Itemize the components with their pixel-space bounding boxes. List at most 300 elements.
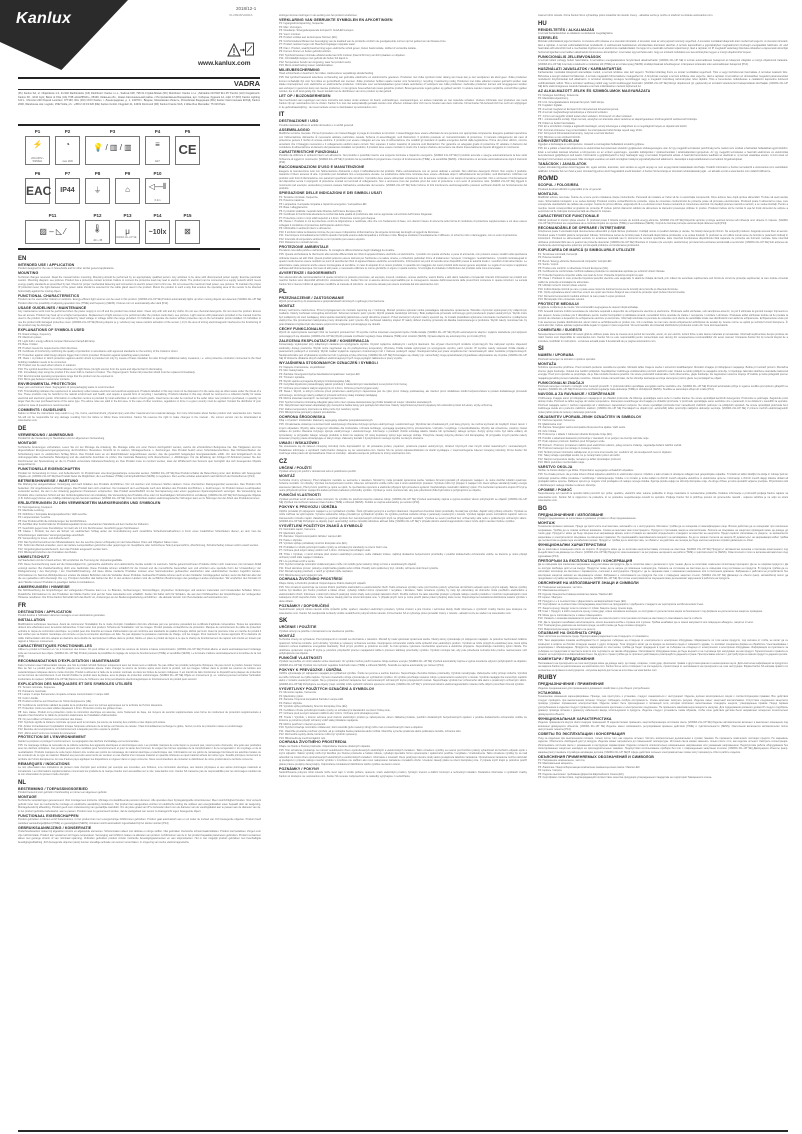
- paragraph: Ügyeljen a tisztaságra és a környezetre. Javasolt a csomagolási hulladékok szelektív gyűjtése.: [538, 143, 645, 147]
- symbol-explanation-item: P10: Il simbolo indica la distanza minima che può avere il dispositivo di illuminazione (la sorgente luminosa) dai luoghi ed oggetti da illuminare.: [279, 230, 440, 234]
- paragraph: Prendersi cura della pulizia e dell'ambiente. Si consiglia la differenziazione degli imballaggi da smaltire.: [279, 249, 395, 253]
- paragraph: Műszaki változtatások joga fenntartva. A szerelés előtt olvassa el a szerelési útmutatót. A szerelést csak az arra jogosult személy végezheti. A szerelési munkákat kikapcsolt áram mellett kell végezni. A szerelési útmutató: lásd a rajzokat. A termék védőcsatlakozóval rendelkezik. A védővezeték bekötésének elmulasztása áramütést okozhat. A termék kapcsolható a jogszabályban meghatározott minőségű energiaellátó hálózatra. Az első használat előtt ellenőrizni kell a mechanikai rögzítést és az elektromos csatlakoztatást. Ne lépje túl a maximális terhelési teljesítményt, lásd a rajzokat. Az IP megfelelő védettségi fokozata érdekében a tápvezeték átmérőjét hozzá kell igazítani a termékben alkalmazott tömszelence átmérőjéhez. A terméket úgy kell felszerelni, hogy az érzékelő működési tere keresztirányban legyen a mozgó objektumhoz képest.: [538, 40, 788, 54]
- symbol-label-p9: P9: [124, 171, 131, 176]
- symbol-explanation-item: P11: Ihned ukončete provoz, pokud je vnější baňka prasklá nebo rozbitá. Prasklý nebo poškozený kryt, stínidlo, ochranné sklo ihned vyměňte.: [279, 566, 439, 570]
- section-heading: SPIEGAZIONE DELLE INDICAZIONI E DEI SIMBOLI USATI: [279, 191, 383, 196]
- symbol-explanation-item: P11: Opriți exploatarea atunci când bec extern are spart sau fisurat. Abajurul sau ecranul de protecție spart trebuie înlocuit imediat.: [538, 291, 686, 295]
- section-heading: ПРЕПОРЪКИ ЗА ЕКСПЛОАТАЦИЯ / КОНСЕРВАЦИЯ: [538, 558, 633, 563]
- distributor-addresses: (PL) Kanlux SA, ul. Objazdowa 1-3, 41-902 Radzionków (CZ) Distributor: Kanlux s.r.o., Sadová 618, 738 01 Frýdek-Místek (SK) Distributor: Kanlux s.r.o., Zahradná 21/7618 911 05 Trenčín (HU) Forgalmazó: Kanlux Kft., 1044 Győr, Bécsi út 15/a (UA) ТОВ «КАНЛЮКС», 08130, Київська обл., Києво-Святошинський район, с.Петропавлівська Борщагівка, вул. Соборна, будинок 1А, офіс 17 (RO) Kanlux Lighting S.R.L. Chiminel 249 Popesti Leordeni, 077160, Ilfov (RU) ООО Kanlux, г. Ленинградская, д. 1, 142700 г. Видное, Московская область, Российская Федерация (BG) Кanlux Светотехника ЕООД, Kanlux 2000, Warehouse site: Logistic, 1592 Sofia, ph.: +359 2 40 19 620 (DE) Kanlux GmbH, Flugplatz 21, 44319 Dortmund (FR) Kanlux France SAS, 2 Allée Rue Mercadier, 75 016 Paris: [18, 92, 260, 106]
- language-heading: FR: [18, 602, 26, 609]
- section-heading: OCHRANA ŽIVOTNÉHO PROSTREDIA: [279, 740, 347, 745]
- symbol-caption: 0,2m: [154, 199, 161, 202]
- paragraph: Faire l'entretien avec l'alimentation coupée une fois le produit refroidi. Nettoyer uniquement avec les tissus secs et délicats. Ne pas utiliser les produits nettoyants chimiques. Ne pas couvrir le produit. Assurer l'accès libre de l'air. Le produit peut se chauffer jusqu'à une température élevée. Faire changer la source de lumière après avoir éteint le produit, voir les images. Utiliser dans le produit les sources de lumière aux caractéristiques indiquées dans le mode d'emploi. Produit à alimenter à l'aide de la tension nominale ou dans les limites de tension indiquées. Il est interdit de faire fonctionner le dispositif sans plaques de protection sur les bornes de raccordement. Il est interdit d'utiliser le produit sans la plaque, avec la plaque de protection endommagée. [VADRA 21L-UP SE] Objets en mouvement (p. ex. voitures) peuvent entraîner l'activation involontaire du capteur. [VADRA 21L-UP SE] Dans la zone de l'influence des forts perturbations électromagnétiques le fonctionnement du produit peut survenir.: [18, 663, 261, 681]
- symbol-explanation-item: P1: Tensione nominale, frequenza.: [279, 195, 319, 199]
- section-heading: MONTAŻ: [279, 304, 295, 309]
- symbol-caption: -30 ÷ 35: [92, 239, 103, 242]
- paragraph: Изделие применяется внутри и/или снаружи помещений. В изделии можно применять энергосберегающие источники света. [VADRA 21L-UP SE] Изделие автоматически включает и выключает освещение под влиянием движущихся объектов. [VADRA 21L-UP SE] Изделие имеет возможность регулирования времени действия (TIME) и чувствительности (SENS). Светильник включается автоматически после наступления темноты [P14].: [538, 721, 788, 732]
- paragraph: Niet trechouden aan regelingen van deze instructie kan leiden onder anderen tot brand, verbrandingen, overspanningen, en andere materiële en niet materiële schaden. Verdere informatie over producten van merk Kanlux zijn op: www.kanlux.com te vinden. Kanlux S.A. kan niet aansprakelijk gemaakt worden voor effecten ontstaan door zich niet te houden aan deze instructie. Firma Kanlux SA behoudt zich het recht om wijzigingen in de gebruiksaanwijzing - de meest actuele versie te downloaden op www.kanlux.com.: [279, 98, 527, 109]
- text-column-right: [538, 14, 788, 1126]
- paragraph: Proizvod namenjen za domačo in splošno uporabo.: [538, 357, 596, 361]
- symbol-label-p10: P10: [153, 171, 162, 176]
- symbol-label-p5: P5: [184, 129, 191, 134]
- symbol-explanation-item: P8: Classe I. Prodotto in cui la protezione contro la folgorazione è realizzata, oltre che con l'isolamento di base, con ulteriori misure di sicurezza sotto forma di conduttore di protezione supplementare a cui deve essere collegato il conduttore di protezione dell'impianto elettrico fisso.: [279, 220, 527, 227]
- language-heading: RU/BY: [538, 675, 557, 682]
- section-heading: COMMENTS / GUIDELINES: [18, 407, 67, 412]
- symbol-explanation-item: P1: Névleges feszültség, frekvencia.: [538, 93, 580, 97]
- symbol-explanation-item: P10: Symbole signifie la distance minimale qui peut avoir le luminaire (sa source de lumière) des endroits et des objets qu'il éclaire.: [18, 721, 166, 725]
- paragraph: Non attenendosi alle raccomandazioni di queste istruzioni si possono provocare, ad esempio, incendi, scottature, scosse elettriche, lesioni fisiche e altri danni materiali e immateriali. Ulteriori informazioni sui prodotti con marchio Kanlux sono disponibili all'indirizzo: www.kanlux.com. Kanlux SA non si assume alcuna responsabilità per le conseguenze causate dall'inosservanza delle prescrizioni contenute in queste istruzioni. La società Kanlux SA si riserva il diritto di apportare modifiche al manuale di istruzioni - la versione attuale può essere scaricata dal sito www.kanlux.com.: [279, 275, 527, 286]
- symbol-explanation-item: P11: Azonnal szüntesse meg a használatot, ha a lámpatestet külső búrája repedt vagy törött.: [538, 128, 643, 132]
- symbol-explanation-item: P13: Micro-gap between manometer contacts.: [18, 378, 71, 382]
- symbol-explanation-item: P2: Максимальная мощность.: [538, 762, 574, 766]
- symbol-explanation-item: P3: Light bulb / energy-efficient compact fluorescent lamp/LED lamp.: [18, 339, 96, 343]
- section-heading: AVVERTENZE / SUGGERIMENTI: [279, 271, 337, 276]
- symbol-explanation-item: P13: Microspațiu între contactele releului.: [538, 298, 585, 302]
- paragraph: Die Wartung bei ausgeschalteter Versorgung und nach Erkalten des Produkts durchführen. Nur mit weichen und trockenen Stoffen säubern. Keine chemischen Reinigungsmittel verwenden. Das Produkt nicht bedecken. Für ungehinderten Luftzutritt sorgen. Das Produkt kann sich erwärmen. Der Austausch der Leuchtquelle nach dem Erkalten des Produkts durchführen, s. Zeichnungen. Im Produkt müssen Leuchtquellen verwendet werden, die den in der Anleitung gegebenen Parametern entsprechen. Das Produkt ausschließlich mit der Nennspannung oder einem gegebenen Spannungsbereich versorgen. Die Verwendung des Produkts ohne montierten Schutz auf den Verbindungsklemmen ist unzulässig. Die Verwendung des Produkts ohne oder mit beschädigtem Schutzschild ist unzulässig. [VADRA 21L-UP SE] Sich bewegende Objekte (z.B. Fahrzeuge) können eine zufällige Aktivierung des Sensors auslösen. [VADRA 21L-UP SE] Unter dem Einfluss starker elektromagnetischer Störungen kann es zu Störungen bei der Arbeit des Produkts kommen.: [18, 483, 261, 501]
- symbol-p9: [115, 178, 140, 204]
- symbol-explanation-item: P7: 1,0mm-nél nagyobb szilárd testek elleni védelem. Fröccsenő víz elleni védelem.: [538, 114, 633, 118]
- symbol-explanation-item: P8: Třída I. Výrobek, v němž ochrana před úrazem elektrickým proudem, vedle základní izolace, zajišťují dodatečné bezpečnostní prostředky v podobě dodatečného ochranného vodiče, ke kterému je nutné připojit ochranný vodič stálé napájecí instalace.: [279, 552, 527, 560]
- symbol-explanation-item: P6: Conformiteitscertificaat met bevestiging van de kwaliteit van de productie conform de goedgekeurde normen op het gebied van de Douane-Unie.: [279, 39, 447, 43]
- symbol-explanation-item: P13: Mikrorés a relé érintkezői között.: [538, 135, 581, 139]
- paragraph: A termék háztartásokban és általános rendeltetésű megvilágításra.: [538, 31, 614, 35]
- paragraph: P15: Oznakowanie wskazuje na konieczność selektywnego zbierania zużytego sprzętu elektrycznego i elektronicznego. Wyrobów tak oznakowanych, pod karą grzywny, nie można wyrzucać do zwykłych śmieci razem z innymi odpadami. Wyroby takie mogą być szkodliwe dla środowiska i zdrowia ludzkiego, wymagają specjalnej formy przetwarzania / odzysku / recyklingu / unieszkodliwiania. Wyroby tak oznaczone, powinny zostać oddane do punktu zbierania zużytego sprzętu elektrycznego i elektronicznego. Informacje o punktach zbiórki udzielają władze lokalne lub sprzedawcy takiego sprzętu. Zużyty sprzęt może być także oddany do sprzedawcy, w przypadku zakupu nowego produktu w ilości nie większej niż nowy kupowany sprzęt tego samego rodzaju. Powyższe zasady dotyczą obszaru Unii Europejskiej. W przypadku innych państw należy stosować przepisy prawa obowiązujące w danym kraju. Zalecamy kontakt z dystrybutorem naszego wyrobu na danym obszarze.: [279, 423, 527, 440]
- symbol-explanation-item: P2: Moc maksymalna.: [279, 369, 305, 373]
- section-heading: SCOPUL / FOLOSIREA: [538, 183, 579, 188]
- section-heading: VERKLARING VAN GEBRUIKTE SYMBOLEN EN AFKORTINGEN: [279, 18, 393, 22]
- symbol-explanation-item: P5: A termék megfelel az Európai Unió irányelveinek követelményeinek.: [538, 107, 619, 111]
- symbol-p12: [85, 220, 110, 244]
- section-heading: PROTEZIONE AMBIENTALE: [279, 244, 329, 249]
- symbol-explanation-item: P9: Można stosować wewnątrz i na zewnątrz pomieszczeń.: [279, 397, 346, 401]
- symbol-explanation-item: P8: Klasse I. Produkt, bei dem als Schutz vor elektrischem Schlag außer der Grundisolierung auch zusätzliche Sicherheitsmaßnahmen in Form eines zusätzlichen Schutzleiters dienen, an dem man die Schutzleitungen stationärer Versorgungsanlage anschließt.: [18, 530, 261, 537]
- symbol-explanation-item: P1: Tensiunea nominală, frecvență.: [538, 252, 578, 256]
- section-heading: NAMEN / UPORABA: [538, 353, 574, 358]
- symbol-explanation-item: P3: Gloeilamp / Energiebesparende kompact fl. buis/LED Lampen.: [279, 29, 355, 33]
- symbol-explanation-item: P5: Product voldoet aan de Europese Normen (EU).: [279, 36, 338, 40]
- section-heading: OBJASNITEV UPORABLJENIH OZNAČITEV IN SIMBOLOV: [538, 414, 642, 419]
- symbol-explanation-item: P11: Immediately stop using the product if the outer bulb is cracked or broken. The chipped guard / broken lid protection shield must be replaced immediately.: [18, 371, 196, 375]
- paragraph: Nie stosowanie się do zaleceń niniejszej instrukcji może doprowadzić np. do powstania pożaru, poparzeń, porażenia prądem elektrycznym, obrażeń fizycznych oraz innych szkód materialnych i niematerialnych. Dodatkowe informacje o wyrobach marki Kanlux dostępne są na: www.kanlux.com. Kanlux SA nie ponosi odpowiedzialności za skutki wynikające z nieprzestrzegania zaleceń niniejszej instrukcji. Firma Kanlux SA zastrzega sobie prawo do wprowadzania zmian w instrukcji - aktualna wersja do pobrania ze strony www.kanlux.com.: [279, 445, 527, 456]
- section-heading: URČENIE / POUŽITIE: [279, 625, 317, 630]
- paragraph: Onderhoudswerken maken bij afgesloten stroom en afgekoelde elementen. Schoonmaken alleen met delicate en droge stoffen. Niet gebruiken chemische schoonmaakmiddelen. Product niet bedekken. Zorgen voor vrije luchtcirculatie. Product kan verwarmen tot hogere temperatuur. Vervanging van lichtbron maken na afkoelen van product. Lichtbronnen van de in het product bepaalde parameters gebruiken. Product verwarmen alleen met gerange stroom of van nominaal spanning. Verboden gebruiken product zonder montierde bevestigingselementen en aan stopcontacten. Het is niet mogelijk product gebruiken met beschadigde beveiligingsafdekking. Zich bewegende objecten (auto) kunnen toevallige activatie van sensor veroorzaken. In omgeving van sterke elektromagnetische: [18, 830, 261, 844]
- paragraph: Nedodržování pokynů tohoto návodu může způsobit požár, opaření, zasažení elektrickým proudem, fyzické zranění a jiné hmotné i nehmotné škody. Další informace o výrobcích značky Kanlux jsou dostupné na: www.kanlux.com. Kanlux SA neodpovídá za škody vzniklé nedodržením pokynů tohoto návodu. Firma Kanlux SA si vyhrazuje právo provádět změny v návodu - aktuální verze ke stažení na www.kanlux.com.: [279, 608, 527, 615]
- symbol-explanation-item: P11: Takoj nehajte uporabljati svetilo, ko je zunanji balon počen ali razbit.: [538, 454, 621, 458]
- section-heading: RECOMANDĂRILE DE OPERARE / ÎNTREȚINERE: [538, 226, 626, 231]
- symbol-explanation-item: P9: On peut utiliser à l'intérieur et à l'extérieur des locaux.: [18, 717, 83, 721]
- symbol-explanation-item: P6: Potrdilo o skladnosti kakovosti proizvodnje z standardi, ki so potrjeni na ozemlju carinske unije.: [538, 436, 650, 440]
- symbol-explanation-item: P3: Glühbirne / Kompakte Energiesparleuchte / LED-Leuchte.: [18, 512, 88, 516]
- symbol-explanation-item: P2: Max. Vermogen.: [279, 25, 303, 29]
- paragraph: Utilizați produsul în interior și/sau exterior. În produsul poate fi folosita sursele de lumină energy-eficiente. [VADRA 21L-UP SE] Dispozitiv aprinde și stinge automat lumina sub influența unor obiecte în mișcare. [VADRA 21L-UP SE] Produsul are capacitatea de a controla timpului de operare (TIME) și sensibilitatea (SENS). Corpul de iluminat pornește automat după căderea nopții [P14].: [538, 218, 788, 226]
- symbol-explanation-item: P12: Környezeti hőmérséklet-tartomány, melynek a termék kitehető.: [538, 132, 615, 136]
- symbol-explanation-item: P9: Možno používať v interiéri aj exteriéri.: [279, 722, 326, 726]
- symbol-explanation-item: P4: Culot / douille.: [18, 696, 39, 700]
- replace-glass-icon: ▨ – ◺ ⁄: [39, 227, 66, 236]
- symbol-explanation-item: P6: Сертификат соответствия, подтверждающий соответствие качества продукции утвержденным стандартам на территории Таможенного союза.: [538, 776, 712, 780]
- symbol-explanation-item: P3: Žárovka / Úsporná kompaktní zářivka / Lampa LED.: [279, 535, 342, 539]
- symbol-explanation-item: P11: Interrompere immediatamente l'utilizzo quando l'ampolla esterna della lampadina è incrinata o rotta. Bisogna sostituire immediatamente il diffusore, lo schermo rotto o danneggiato, con un vetro di protezione.: [279, 234, 518, 238]
- symbol-explanation-item: P12: Razpon temperature okolja, na katero je lahko izpostavljen proizvod.: [538, 457, 622, 461]
- paragraph: P15: Ce marquage indique la nécessité de la collecte sélective des appareils électriques et électroniques usés. Les produits marqués de cette façon ne peuvent pas, sous la peine d'amende, être jetés aux poubelles avec les déchets ordinaires. Ces produits peuvent être nuisibles pour l'environnement et pour la santé des hommes, ils exigent les formes spéciales de la transformation / de la récupération / du recyclage et de la neutralisation. Produits marqués de cette façon doivent être rendus aux points de ramassage du matériel électrique et électronique usé. Informations sur les points de ramassage fournissent les autorités locales ou les vendeurs de ce type de matériel. Matériel usé peut être aussi remis au vendeur en cas d'achat d'un nouveau matériel en quantité inférieure au quel matériel acheté du même type. Susdits principes concernent le territoire de l'Union Européenne. En cas d'autres pays appliquer les dispositions en vigueur dans un pays concerné. Nous recommandons de contacter le distributeur de notre produit dans le territoire concerné.: [18, 743, 261, 761]
- paragraph: Garder la propreté et protéger l'environnement. La ségrégation des déchets d'emballage est recommandée.: [18, 739, 140, 743]
- section-heading: URČENÍ / POUŽITÍ: [279, 465, 312, 470]
- symbols-divider: [18, 248, 260, 250]
- symbol-explanation-item: P5: Il prodotto soddisfa i requisiti delle Direttive dell'Unione Europea (UE).: [279, 209, 363, 213]
- section-heading: ERLÄUTERUNGEN ZU DEN VERWENDETEN MARKIERUNGEN UND SYMBOLEN: [18, 501, 161, 506]
- section-heading: VARSTVO OKOLJA: [538, 464, 573, 469]
- indoor-outdoor-icon: ⌂: [125, 185, 130, 194]
- language-heading: BG: [538, 505, 547, 512]
- section-heading: VYSVETLIVKY POUŽITÝCH OZNAČENÍ A SYMBOLOV: [279, 686, 375, 691]
- protective-earth-icon: ⏚: [93, 186, 102, 195]
- section-heading: ФУНКЦИОНАЛНИ ХАРАКТЕРИСТИКИ: [538, 543, 607, 548]
- section-heading: INTENDED USE / APPLICATION: [18, 263, 75, 267]
- symbol-explanation-item: P6: Certifikát o zhode potvrdzujúci kvalitu výroby so schválenými štandardmi na území Colnej únie.: [279, 708, 391, 712]
- temperature-icon: 🌡: [92, 224, 103, 233]
- language-heading: DE: [18, 425, 27, 432]
- section-heading: MONTAJUL: [538, 191, 559, 196]
- symbol-explanation-item: P10: Symbol označuje minimální vzdálenost jakou může mít svítidlo (jeho světelný zdroj) od míst a osvětlovaných objektů.: [279, 563, 417, 567]
- paragraph: P15: Toto označení upozorňuje na nutnost třídění použitého elektrického a elektronického zboží. Takto označené výrobky nelze pod hrozbou pokuty vyhazovat do běžného odpadu spolu s jinými odpady. Takové výrobky mohou být škodlivé pro životní prostředí a lidské zdraví, vyžadují zvláštní formu zpracování / recyklace / likvidace. Takto označené výrobky by měly být odevzdány do sběrného místa použitého elektrického a elektronického zboží. Informace o sběrných místech poskytují místní úřady nebo prodejci takového zboží. Použité zařízení lze také odevzdat prodejci v případě nákupu nového produktu v množství nepřesahujícím nově zakoupené zboží stejného druhu. Výše uvedené zásady platí na území Evropské unie. V případě jiných zemí je nutné použít platné právní předpisy dané země. Doporučujeme kontaktovat distributora našeho výrobku v dané oblasti.: [279, 585, 527, 603]
- section-heading: MONTAGE: [18, 441, 37, 446]
- symbol-p6: [25, 178, 50, 204]
- symbol-explanation-item: P1: Nennspannung, Frequenz.: [18, 505, 53, 509]
- paragraph: Eseguire la manutenzione solo con l'alimentazione disinserita e dopo il raffreddamento del prodotto. Pulire esclusivamente con un panno delicato e asciutto. Non utilizzare detergenti chimici. Non coprire il prodotto. Garantire il libero accesso di aria. Il prodotto può riscaldarsi fino a temperature elevate. La sostituzione della fonte luminosa deve essere effettuata dopo il raffreddamento del prodotto, vedi illustrazioni. Utilizzare nel prodotto solo fonti di illuminazione con parametri specificati nelle istruzioni. Il prodotto deve essere alimentato unicamente con la tensione nominale o nel campo di tensione prescritto. Non è ammesso il funzionamento del dispositivo senza il coprigiunti di protezione montati sui terminali di collegamento. Non è ammesso l'uso del prodotto privo del vetro di protezione o con vetro di protezione rotto. [VADRA 21L-UP SE] Oggetti in movimento (ad esempio, autovetture) possono causare l'attivazione accidentale del sensore. [VADRA 21L-UP SE] Sotto l'azione di forti interferenze elettromagnetiche possono verificarsi disturbi nel funzionamento del prodotto.: [279, 169, 527, 191]
- section-heading: CARACTERISTICE FUNCȚIONALE: [538, 214, 600, 219]
- section-heading: POKYNY K PROVOZU / ÚDRŽBA: [279, 505, 338, 510]
- symbol-explanation-item: P7: Product resistent tegen std. Beschermingslagen opspatte water.: [279, 43, 356, 47]
- paragraph: Failure to follow the instructions may result in e.g. fire, burns, electrical shock, physical injury and other material and non-material damage. For more information about Kanlux product visit: www.kanlux.com. Kanlux SA will not be responsible for any damage resulting from the failure to follow these instructions. Kanlux SA reserves the right to make changes in the manual - the current version can be downloaded at www.kanlux.com.: [18, 412, 261, 423]
- language-heading: PL: [279, 289, 287, 296]
- distributor-divider: [18, 124, 260, 126]
- symbol-explanation-item: P2: Maximális teljesítmény.: [538, 97, 569, 101]
- ce-mark-icon: CE: [178, 142, 197, 157]
- symbol-explanation-item: P12: Rozsah teploty prostředí, v němž je výrobek může nacházet.: [279, 570, 354, 574]
- symbol-explanation-item: P5: Výrobek splňuje požadavky směrnic Evropské unie (EU).: [279, 542, 348, 546]
- paragraph: Technické změny vyhrazeny. Před zahájením montáže se seznamte s návodem. Montáž by měla provádět oprávněná osoba. Veškeré činnosti provádět při odpojeném napájení. Je nutné dodržet zvláštní opatrnost. Schéma montáže: viz obrázky. Výrobek má bezpečnostní svorku. Absence ochranného vodiče může vést k úrazu elektrickým proudem. Výrobek může být připojen k napájecí síti, která splňuje standardy kvality energie stanovené zákonem. Před prvním použitím je nutné se ujistit, že mechanické upevnění a elektrické připojení bylo provedeno správně. Nepřekračujte maximální zátěžový výkon. Pro zachování správného stupně IP krytí je nutné přizpůsobit průměr napájecího kabelu průměru kabelové průchodky výrobku. Výrobek je nutné montovat tak, aby pole působnosti čidla bylo kolmé k pohybujícímu se objektu.: [279, 478, 527, 493]
- symbol-caption: max 11W: [62, 160, 73, 163]
- text-column-left: [18, 253, 261, 1126]
- paragraph: Houd schoonheid en bescherm het milieu. Aanbevolene verpakkings afvalscheiding.: [279, 72, 374, 76]
- language-heading: CZ: [279, 458, 287, 465]
- paragraph: Dbajte na čistotu a životné prostredie. Odporúčame triedenie obalových odpadov.: [279, 744, 371, 748]
- section-heading: MONTAŽA: [538, 361, 557, 366]
- paragraph: Skrbite za čistoto okolja in ga ščitite. Priporočamo segregacijo embalažnih odpadkov.: [538, 469, 634, 473]
- section-heading: KÖRNYEZETVÉDELEM: [538, 139, 580, 144]
- symbol-explanation-item: P13: Micro-onderbreking tussen relaiskontakten.: [279, 64, 334, 68]
- section-heading: SZERELÉS: [538, 35, 558, 40]
- light-source-icon: 💡 / ▥ / ▥: [93, 143, 132, 152]
- symbol-p2: [55, 136, 80, 165]
- section-heading: OCHRANA ŽIVOTNÍHO PROSTŘEDÍ: [279, 577, 343, 582]
- symbol-explanation-item: P2: Puterea maximă.: [538, 256, 562, 260]
- paragraph: Produsul destinat utilizării în gospodării și de uz general.: [538, 187, 602, 191]
- symbol-explanation-item: P5: Wyrób spełnia wymagania Dyrektyw Unii Europejskiej (UE).: [279, 379, 351, 383]
- symbol-explanation-item: P13: Mikroprzerwa pomiędzy stykami przekaźnika.: [279, 411, 337, 415]
- symbol-explanation-item: P4: Цоколь / патрон.: [538, 769, 563, 773]
- symbol-explanation-item: P4: Trzonek / oprawka.: [279, 376, 306, 380]
- document-date: 2018/12-1: [236, 6, 257, 11]
- symbol-explanation-item: P4: Voet / montuur.: [279, 32, 301, 36]
- section-heading: PRZEZNACZENIE / ZASTOSOWANIE: [279, 296, 345, 301]
- symbol-p7: [55, 178, 80, 204]
- symbol-explanation-item: P10: Symbool bereken minimale afstand welke kan licht montuur (haar licht bron) van licht plaatsen en objekten.: [279, 53, 406, 57]
- section-heading: VERWENDUNG / ANWENDUNG: [18, 432, 74, 437]
- paragraph: Пази чистотата на околната среда. Препоръчваме разделянето на отпадъците от опаковките.: [538, 635, 650, 639]
- symbol-explanation-item: P5: Produit conforme aux Directives de l'Union Européenne (UE).: [18, 700, 92, 704]
- section-heading: PROTECTION DE L'ENVIRONNEMENT: [18, 735, 87, 740]
- paragraph: Уход за изделием при выключенном питании, только после того, как изделие остынет. Чистить исключительно деликатными и сухими тканями. Не применять химических чистящих средств. Не закрывать изделие. Обеспечить свободный доступ воздуха. Изделие может нагреваться до повышенной температуры. Источник света можно заменять только после того, как изделие остынет. Смотреть иллюстрации. Использовать источник света с указанными в инструкции параметрами. Изделие питается исключительно номинальным напряжением или указанным напряжением. Недопустима работа оборудования без смонтированных защитных накладок на присоединительных зажимах. Недопустимо использование прибора без или с поврежденным защитным стеклом. [VADRA 21L-UP SE] Движущиеся объекты (напр. машины) могут вызвать случайную активацию датчика. [VADRA 21L-UP SE] В сфере действия сильных электромагнитных помех могут возникнуть сбои в работе изделия.: [538, 736, 788, 754]
- section-heading: ФУНКЦИОНАЛЬНАЯ ХАРАКТЕРИСТИКА: [538, 716, 612, 721]
- max-power-icon: ◔: [65, 140, 70, 149]
- section-heading: POKYNY K PREVÁDZKE / ÚDRŽBA: [279, 667, 342, 672]
- section-heading: RENDELTETÉS / ALKALMAZÁS: [538, 27, 595, 32]
- paragraph: Neupoštevanje teh navodil za uporabo lahko povzroči npr. požar, opekline, električni udar, telesne poškodbe in druge materialne in nematerialne poškodbe. Dodatne informacije o proizvodih podjetja Kanlux najdete na www.kanlux.com. Kanlux SA ni odgovoren za posledice, ki so posledica neupoštevanja navodil za uporabo. Podjetje Kanlux SA si pridržuje pravico do spremembe navodil - veljavna različica je na voljo na strani www.kanlux.com.: [538, 492, 788, 503]
- symbol-explanation-item: P11: Arrêter immédiatement l'exploitation lorsque l'ampoule extérieure de la lampe est fissurée ou cassée. Il faut immédiatement échanger le globe, l'écran, la vitre de protection cassé ou endommagé.: [18, 724, 244, 728]
- eac-mark-icon: EAC: [26, 184, 52, 198]
- symbol-explanation-item: P4: Base / holder.: [18, 343, 39, 347]
- symbol-explanation-item: P4: Base / alloggiamento.: [279, 206, 309, 210]
- section-heading: ОБЪЯСНЕНИЯ ПРИМЕНЯЕМЫХ ОБОЗНАЧЕНИЙ И СИМВОЛОВ: [538, 754, 654, 759]
- section-heading: EXPLANATIONS OF SYMBOLS USED: [18, 328, 85, 333]
- symbol-caption: E27: [155, 160, 160, 163]
- symbol-explanation-item: P6: Сертификат за съответствие потвърждаващ качеството на продукцията с одобрените стандарти на територията на Митническия Съюз.: [538, 603, 704, 607]
- symbol-label-p14: P14: [153, 213, 162, 218]
- paragraph: Údržbu provádět při odpojeném napájení a po vychladnutí výrobku. Čistit výhradně jemnými a suchými tkaninami. Nepoužívat chemické čisticí prostředky. Nezakrývat výrobek. Zajistit volný přístup vzduchu. Výrobek se může zahřívat na vyšší teplotu. Výměnu světelného zdroje provádět po vychladnutí výrobku. Ve výrobku používat světelné zdroje s parametry uvedenými v návodu. Výrobek napájet pouze nominálním napětím nebo ze stanoveného rozsahu napětí. Zakázáno je používat výrobek bez namontovaných ochranných krytů na připojovacích svorkách. Výrobek se nesmí používat bez ochranného skla nebo s poškozeným ochranným sklem. [VADRA 21L-UP SE] Pohybující se objekty (např. automobily) mohou způsobit náhodnou aktivaci čidla. [VADRA 21L-UP SE] V případě silného elektromagnetického rušení může dojít k narušení funkce výrobku.: [279, 509, 527, 524]
- section-heading: FUNKTIONELLE EIGENSCHAFTEN: [18, 467, 81, 472]
- paragraph: Karbantartási munkákat kikapcsolt áramellátás mellett, a termék lehűlése után kell végezni. Tisztítás kizárólag finom és száraz textíliákkal végezhető. Tilos a vegyi tisztítószerek használata. A terméket letakarni tilos. Biztosítsa a levegő szabad hozzáférését. A termék magasabb hőmérsékletre melegedhet fel. A fényforrás cseréjét a termék lehűlése után végezze, lásd a rajzokat. A termékben az útmutatóban megadott paraméterekkel rendelkező fényforrásokat kell alkalmazni. A terméket kizárólag névleges feszültséggel vagy a megadott feszültség tartományban lehet táplálni. Tilos a berendezés működtetése a csatlakozó kapcsokra felszerelt védőburkolatok nélkül. Tilos a terméket védőüveg nélkül vagy sérült védőüveggel használni. [VADRA 21L-UP SE] Mozgó objektumok (pl. gépkocsik) az érzékelő véletlenszerű bekapcsolását okozhatják. [VADRA 21L-UP SE] Erős elektromágneses zavarok hatására a termék működésében zavarok léphetnek fel.: [538, 71, 788, 89]
- symbol-explanation-item: P7: Ochrana pred pevnými telesami väčšími ako 1,0mm. Ochrana proti striekajúcej vode.: [279, 712, 380, 716]
- section-heading: FUNKČNÉ VLASTNOSTI: [279, 656, 323, 661]
- symbol-explanation-item: P5: Продуктът е в съответствие с Директивите на Европейския Съюз (ЕС).: [538, 599, 627, 603]
- symbol-explanation-item: P11: Onmiddellijk stoppen met gebruik als buiten bol kapot is.: [279, 57, 349, 61]
- language-heading: NL: [18, 779, 26, 786]
- paragraph: Nedodržiavanie pokynov tohto návodu môže viesť napr. k vzniku požiaru, opareniu, úrazu elektrickým prúdom, fyzickým úrazom a ďalším hmotným a nehmotným škodám. Dodatočné informácie o výrobkoch značky Kanlux sú dostupné na: www.kanlux.com. Kanlux SA nenesie zodpovednosť za následky vyplývajúce z nedodržania: [279, 771, 527, 778]
- paragraph: Технические изменения зарезервированы. Прежде, чем приступить к установке, следует ознакомиться с инструкцией. Изделие должно монтироваться лицом с соответствующими правами. Все действия следует проводить при выключенном питании. Следует соблюдать особую осторожность. Схема монтажа: смотреть рисунки. Изделие имеет защитный контакт/зажим. Отсутствие соединения защитного провода угрожает поражением электричеством. Изделие может быть присоединено к питающей сети, которая исполняет качественные стандарты энергии, утвержденные правом. Перед первым употреблением в изделии следует проверить механическое крепление и электрическое соединение. Не превышать максимальную мощность нагрузки. Для поддержания должного уровня IP следует подобрать диаметр провода питания к диаметру кабельного ввода, используемого в продукте. Изделие следует установить таким образом, чтобы поле действия датчика было направлено поперечно относительно движущегося объекта.: [538, 695, 788, 716]
- paragraph: Technické zmeny sú vyhradené. Pred pristúpením k montáži sa oboznámte s návodom. Montáž by mala vykonávať oprávnená osoba. Všetky úkony vykonávajte pri odpojenom napájaní. Je potrebné zachovávať zvláštnu opatrnosť. Schéma montáže: pozri obrázky. Výrobok je vybavený ochrannou svorkou. Nepripojenie ochranného vodiča môže spôsobiť úraz elektrickým prúdom. Výrobok sa môže pripojiť do elektrickej siete, ktorá spĺňa zákonom určené kvalitatívne energetické štandardy. Pred prvým použitím je potrebné sa uistiť, že bolo správne vykonané mechanické upevnenie a elektrické pripojenie. Neprekračujte maximálny výkon záťaže. Pre dodržanie správneho stupňa IP krytia je potrebné prispôsobiť priemer napájacieho kábla k priemeru káblovej priechodky výrobku. Výrobok montujte tak, aby pole pôsobenia snímača bolo priečne nasmerované voči pohybujúcemu sa objektu.: [279, 638, 527, 656]
- section-heading: RACCOMANDAZIONI D'USO E MANUTENZIONE: [279, 165, 365, 170]
- symbol-explanation-item: P3: Lampe / Lampe fluorescente compacte à basse consommation / Lampe LED.: [18, 693, 110, 697]
- socket-icon: ≡: [155, 140, 160, 149]
- symbol-explanation-item: P10: Indică distanța minimă pe care o poate avea corpul de iluminat (sursa sa de lumină) de la locurile și obiectele iluminate.: [538, 287, 679, 291]
- symbol-explanation-item: P9: Може да се използва вътре и извън помещенията.: [538, 613, 603, 617]
- symbol-explanation-item: P9: Lze používat uvnitř a venku.: [279, 559, 316, 563]
- symbol-explanation-item: P12: Umgebungstemperaturbereich, dem das Produkt ausgesetzt werden kann.: [18, 547, 109, 551]
- website-link[interactable]: www.kanlux.com: [198, 60, 251, 67]
- symbol-explanation-item: P12: Environmental operating temperature range that the product can be exposed to.: [18, 374, 114, 378]
- section-heading: MOUNTING: [18, 271, 39, 276]
- symbol-explanation-item: P9: Kültéri és beltéri használatra.: [538, 121, 576, 125]
- symbol-explanation-item: P4: Foglalat / foglalat.: [538, 104, 563, 108]
- symbol-explanation-item: P3: Крушка / Енергоспестяваща компактна лампа / Лампа LED.: [538, 592, 614, 596]
- section-heading: INSTALLATION: [18, 618, 46, 623]
- symbol-explanation-item: P6: Certificate of Conformity confirming the quality of production in accordance with approved standards on the territory of the Customs Union.: [18, 350, 179, 354]
- paragraph: Product designed for the use in households and for other similar general applications.: [18, 267, 115, 271]
- section-heading: FUNCTIONAL CHARACTERISTICS: [18, 293, 80, 298]
- symbol-explanation-item: P11: Natychmiast zaprzestać eksploatacji gdy zewnętrzna bańka lampy jest pęknięta lub stłuczona. Należy natychmiast wymienić popękany lub uszkodzony klosz lub ekran, szybę ochronną.: [279, 404, 493, 408]
- symbol-p3: [85, 136, 140, 165]
- paragraph: Produit destiné à l'utilisation dans les ménages et aux destinations générales.: [18, 614, 106, 618]
- symbol-explanation-item: P5: Product meets the requirements of EU directives.: [18, 346, 79, 350]
- symbol-explanation-item: P6: Certyfikat Zgodności potwierdzający jakość produkcji z zatwierdzonymi standardami na terytorium Unii Celnej.: [279, 383, 408, 387]
- paragraph: Technical changes reserved. Read the manual before mounting. Mounting should be performed by an appropriately qualified person. Any activities to be done with disconnected power supply. Exercise particular caution. Mounting diagram: see pictures. Product has a protective contact terminal. Failure to connect the protective lead may lead to electric shock. The product can be connected to a supply network which meets energy quality standards as prescribed by law. Check for proper mechanical fastening and connection to electric power prior to first use. Do not exceed the maximum load power, see pictures. To maintain the proper IP protection level, the right diameter of the power cable should be selected for the cable gland used in the product. Mount the product in such a way that ensures the operating area of the sensor to be directed horizontally against the moving object.: [18, 275, 261, 293]
- section-heading: ОПАЗВАНЕ НА ОКОЛНАТА СРЕДА: [538, 631, 602, 636]
- symbol-explanation-item: P7: Ochrona przed ciałami stałymi większymi niż 1,0mm. Ochrona przed bryzgami wody.: [279, 386, 379, 390]
- section-heading: CARACTÉRISTIQUES FONCTIONNELLES: [18, 644, 92, 648]
- symbol-explanation-item: P13: Mikromedzera medzi kontaktmi relé.: [279, 736, 326, 740]
- paragraph: Proizvod namenjen montaži v notranjih in/ali zunanjih prostorih. V proizvodu lahko uporabljate energijsko varčne svetlobne vire. [VADRA 21L-UP SE] Proizvod avtomatsko prižge in ugasne svetilko pod vplivom gibajočih se objektov. [VADRA 21L-UP SE] Proizvod ima možnost regulacije časa delovanja (TIME) in občutljivosti (SENS). Svetilka se samodejno vklopi ob mraku [P14].: [538, 384, 788, 392]
- paragraph: Неспазването на препоръките на тази инструкция може да доведе напр. до пожар, изгаряне, токов удар, физически травми и други материални и нематериални щети. Допълнителна информация за продуктите на марката Kanlux на разположение на www.kanlux.com. Kanlux SA не носи отговорност за последиците, произтичащи от неспазването на препоръките на тази инструкция. Фирма Kanlux SA запазва правото си за внасяне на промени в инструкцията - актуална версия достъпна за изтегляне на www.kanlux.com.: [538, 661, 788, 672]
- paragraph: Întreținerea poate fi efectuată după deconectarea alimentării și după răcirea produsului. Curățați numai cu țesături delicate și uscate. Nu folosiți detergenți chimici. Nu acoperiți produsul. Asigurați accesul liber al aerului. Produsul poate fi încălzit până la temperaturi ridicate. Schimbarea sursei de lumină poate fi efectuată după răcirea produsului, a se vedea ilustrații. În produsul se vor utiliza numai surse de lumină cu parametrii indicați în instrucțiuni. Produsul se alimentează exclusiv cu tensiunea nominală sau în domeniul de tensiuni specificate. Este interzisă funcționarea dispozitivului fără capacele de protecție ale bornelor montate. Este interzisă utilizarea produsului fără sau cu geamul de protecție deteriorat. [VADRA 21L-UP SE] Obiectele în mișcare (de exemplu, autoturisme) pot determina activarea accidentală a senzorului. [VADRA 21L-UP SE] Sub acțiunea de interferențe electromagnetice puternice pot să apară probleme cu funcționarea produsului.: [538, 230, 788, 248]
- symbol-explanation-item: P7: Protecția împotriva corpurilor solide mai mari de 1mm. Protecția împotriva stropirii cu apă.: [538, 273, 644, 277]
- paragraph: Auf Sauberkeit und die Umwelt achten. Wir empfehlen die Trennung der Verpackungsabfälle.: [18, 559, 123, 563]
- paragraph: Keep your environment clean. Segregation of post-packaging waste is recommended.: [18, 385, 115, 389]
- symbol-explanation-item: P4: Цокъл / Фасунга.: [538, 596, 563, 600]
- symbol-explanation-item: P2: Maximale Leistung.: [18, 509, 45, 513]
- section-heading: EXPLICAREA DE MARCĂ ȘI SIMBOLURILE UTILIZATE: [538, 248, 636, 253]
- symbol-explanation-item: P2: Potenza massima.: [279, 199, 305, 203]
- section-heading: MONTÁŽ: [279, 474, 295, 479]
- ip44-icon: IP44: [60, 187, 75, 194]
- symbol-explanation-item: P2: Максимална мощност.: [538, 589, 570, 593]
- symbol-explanation-item: P3: Žiarovka / Úsporná kompaktná žiarivka / Lampa LED.: [279, 698, 344, 702]
- paragraph: Wyrób przeznaczony do stosowania w gospodarstwach domowych i ogólnego przeznaczenia.: [279, 300, 385, 304]
- section-heading: LET OP / BIJZONDERHEDEN: [279, 94, 331, 99]
- paragraph: Modifications techniques réservées. Avant de commencer l'installation lire le mode d'emploi. Installation doit être effectuée par une personne possédant les certificats d'aptitude convenables. Toutes les opérations doivent être effectuées avec la tension débranchée. Il faut rester très prudent. Schéma de l'installation: voir les images. Produit possède contact/borne de protection. Manque de raccordement du câble de protection entraîne le risque de commotion électrique. Le produit peut être branché au réseau d'alimentation qui est conforme aux standards de qualité d'énergie définis par la loi. Avant la première mise en marche du produit il faut vérifier que sa fixation mécanique est correcte et que la connexion électrique est faite. Ne pas dépasser la puissance maximale de charge, voir les images. Pour maintenir le niveau approprié IP, le diamètre du câble d'alimentation doit être adapté au diamètre de la douille de raccordement utilisée dans le produit. Mettre en place le produit de façon à ce que le champ de fonctionnement du capteur soit orienté en travers par rapport à l'objet en mouvement.: [18, 622, 261, 643]
- symbol-explanation-item: P2: Maximum power.: [18, 336, 42, 340]
- paragraph: P15: Тази маркировка показва необходимостта от разделно събиране на отпадъци от електрическо и електронно оборудване. Маркираните по този начин продукти, под заплаха от глоба, не могат да се изхвърлят в кофите за битови отпадъци заедно с други отпадъци. Тези продукти могат да са вредни за околната среда и човешкото здраве, те изискват специална форма на обработка / възстановяване / рециклиране / обезвреждане. Продуктите, маркирани по този начин, трябва да бъдат предадени в пункт за събиране на отпадъци от електрическо и електронно оборудване. Информация за пунктовете за събиране се предоставя от местните власти или търговците на такова оборудване. Използваното оборудване може да бъде върнато и на търговеца при закупуване на нов продукт. Горепосочените правила се отнасят за територията на Европейския Съюз. За другите страни трябва да се прилагат действащите разпоредби в дадената страна. Препоръчваме контакт с дистрибутора на нашия продукт в дадения регион.: [538, 639, 788, 657]
- symbol-explanation-item: P12: Intervallo di temperature ambiente a cui il prodotto può essere esposto.: [279, 237, 366, 241]
- language-heading: RO/MD: [538, 176, 558, 183]
- paragraph: storingen kunnen storingen in de werking van het product voorkomen.: [279, 14, 358, 17]
- section-heading: AZ ALKALMAZOTT JELEK ÉS SZIMBÓLUMOK MAGYARÁZATA: [538, 89, 651, 94]
- symbol-explanation-item: P1: Номинално напрежение, честота.: [538, 585, 583, 589]
- symbol-explanation-item: P1: Напряжение номинальное, частота.: [538, 758, 586, 762]
- paragraph: Изделие предназначено для применения в домашних хозяйствах и для общего употребления.: [538, 686, 651, 690]
- symbol-explanation-item: P3: Becul / Energy-eficiente fluorescentă compactă / Lampă LED.: [538, 259, 613, 263]
- paragraph: Prodotto da utilizzare in ambienti interni e/o all'esterno. Nel prodotto è possibile inserire una sorgente luminosa a risparmio energetico. [VADRA 21L-UP SE] Il prodotto accende e spegne automaticamente la luce sotto l'influenza di oggetti in movimento. [VADRA 21L-UP SE] Il prodotto ha la possibilità di programmare il tempo di funzionamento (TIME) e la sensibilità (SENS). L'illuminazione si accende automaticamente dopo il tramonto [P14].: [279, 154, 527, 165]
- symbol-explanation-item: P12: Zakres temperatury otoczenia na którą może być narażony wyrób.: [279, 407, 360, 411]
- symbol-explanation-item: P6: A termék megfelelőségi tanúsítványa a Vámunió területén.: [538, 111, 609, 115]
- paragraph: P15: Ez a jelölés a használt elektromos és elektronikai berendezések szelektív gyűjtésének szükségességére utal. Az így megjelölt termékeket pénzbírság terhe mellett nem szabad a háztartási hulladékkal együtt kidobni. Ezek a termékek károsak lehetnek a környezetre és az emberi egészségre, speciális feldolgozást / újrahasznosítást / ártalmatlanítást igényelnek. Az így megjelölt termékeket a használt elektromos és elektronikai berendezések gyűjtőhelyén kell leadni. Információt a gyűjtőhelyekről a helyi hatóságok vagy a termékek forgalmazói adnak. A használt berendezés leadható az eladónál is, új termék vásárlása esetén. A fenti elvek az Európai Unió területén érvényesek. Más országok esetében az adott országban hatályos jogszabályokat kell alkalmazni. Javasoljuk a kapcsolatfelvételt a termékünk forgalmazójával.: [538, 147, 788, 161]
- symbol-explanation-item: P13: „Micro-écart" entre les contacts du connecteur.: [18, 731, 77, 735]
- symbol-explanation-item: P12: Temperatuur bereik van omgeving, waar het product werkt.: [279, 60, 352, 64]
- symbol-label-p11: P11: [48, 213, 57, 218]
- symbol-explanation-item: P9: Verwendung im Innen- und Außenbereich.: [18, 537, 71, 541]
- section-heading: RECOMMANDATIONS D'EXPLOITATION / MAINTENANCE: [18, 659, 120, 664]
- paragraph: Technische veranderingen gereserveerd. Voor montage lees instructie. Montage zou kwalificeerde persoon uitvoeren. Alle operaties doen bij losgekoppelde stroomtoevoer. Meer voorzichtigheid houden. Voor verwerk gebruik moet men de mechanische montage en elektrische aansluiting controleren. Het product kan aangesloten worden tot elektrische leiding die voldoen aan energiekwaliteit eisen bepaald door de wetgeving. Montagebereik bij afbeelding. Product geeft voor ondersteuning van gevaarlijke wartdraht. Om de juiste graad van IP te behouden dient men de diameter van de voedingskabel aan te passen aan de diameter van de, in het product gebruikte kabelwartel, aan te passen. Product moet zo gemonteerd worden, dat de werkgebied van sensor is dwarsgericht tegen bewegende object.: [18, 799, 261, 813]
- symbol-explanation-item: P11: Okamžite prestaňte používať výrobok, ak je vonkajšia banka prasknutá alebo rozbitá. Okamžite vymeňte prasknuté alebo poškodené tienidlo, ochranné sklo.: [279, 729, 462, 733]
- section-heading: GEBRUIKSAANWIJZING / KONSERVATIE: [18, 825, 92, 830]
- symbol-explanation-item: P5: Das Produkt erfüllt die Anforderungen der EU-Richtlinien.: [18, 519, 87, 523]
- section-heading: FUNKCIONALNI ZNAČAJI: [538, 380, 584, 385]
- symbol-explanation-item: P10: Ez a szimbólum mutatja a legkisebb távolságot, amely lehetséges a világítótest és a megvilágított helyek és objektumok között.: [538, 125, 688, 129]
- paragraph: Modifiche tecniche riservate. Prima di procedere con l'assemblaggio si prega di consultare le istruzioni. L'assemblaggio deve essere effettuato da una persona con appropriata competenza. Eseguire qualsiasi operazione con l'alimentazione disinserita. È necessario adottare particolare cautela. Schema di assemblaggio: vedi illustrazioni. Il prodotto possiede un morsetto/contatto di protezione. Il mancato collegamento del cavo di protezione genera il rischio di scossa elettrica. Il prodotto può essere collegato ad una rete di alimentazione che soddisfi gli standard di qualità energetica definiti dalla legislazione. Prima del primo utilizzo, occorre accertarsi che il fissaggio meccanico e il collegamento elettrico siano corretti. Non superare il carico massimo di potenza vedi illustrazioni. Per garantire un adeguato grado di protezione IP, adattare il diametro del conduttore di alimentazione al diametro del passacavo installato nel prodotto. Il prodotto deve essere montato in modo che il campo d'azione del sensore sia diretto trasversalmente rispetto all'oggetto in movimento.: [279, 132, 527, 150]
- symbol-label-p7: P7: [64, 171, 71, 176]
- footer-divider: [18, 1130, 788, 1132]
- paragraph: La non observation des indications du présent code d'emploi peut entraîner par exemple aux incendies, aux brûlures, à la commotion électrique, aux lésions physiques et aux autres dommages matériels et immatériels. Les informations supplémentaires concernant les produits de la marque Kanlux sont accessibles sur le site: www.kanlux.com. Kanlux SA n'assume pas de responsabilité pour les dommages résultant de la non observation du présent mode d'emploi.: [18, 766, 261, 777]
- symbol-explanation-item: P4: Patice / objímka.: [279, 538, 303, 542]
- paragraph: Да се използва в помещения и/или на открито. В продукта може да се използва енергоспестяващ източник на светлина. [VADRA 21L-UP SE] Продуктът автоматично включва и изключва осветлението под въздействието на движещи се обекти. [VADRA 21L-UP SE] Продуктът има възможност за регулиране на времето на работа (TIME) и чувствителността (SENS). Осветителното тяло се включва автоматично след здрачаване [P14].: [538, 547, 788, 558]
- section-heading: CECHY FUNKCJONALNE: [279, 326, 325, 331]
- symbol-label-p8: P8: [94, 171, 101, 176]
- symbol-explanation-item: P5: Výrobok spĺňa požiadavky Smerníc Európskej Únie (EÚ).: [279, 705, 348, 709]
- paragraph: Vzdrževanje izvajajte samo pri izklopljenem napajanju in po ohladitvi proizvoda. Za čiščenje uporabljajte samo suhe in mehke tkanine. Ne smete uporabljati kemičnih detergentov. Proizvoda ne pokrivajte. Zagotovite prost dostop zraka. Proizvod se lahko segreje do visoke temperature. Zamenjavo svetlobnega vira izvajajte po ohladitvi proizvoda. V proizvodu uporabljajte samo svetlobne vire s parametri, ki so določeni v navodilih za uporabo. Proizvod napajajte samo z nazivno napetostjo ali v določenem napetostnem razponu. Ne smete uporabljati proizvoda brez nameščenih zaščitnih pokrovov na priključnih sponkah. Ne smete uporabljati proizvoda brez zaščitnega stekla ali s počenim zaščitnim steklom. [VADRA 21L-UP SE] Premikajoči se objekti (npr. avtomobili) lahko povzročijo naključno aktivacijo senzorja. [VADRA 21L-UP SE] V primeru močnih elektromagnetnih motenj lahko pride do motenj v delovanju proizvoda.: [538, 396, 788, 414]
- paragraph: Dbaj o czystość i środowisko. Zalecamy segregację odpadów pooopakowaniowych.: [279, 419, 374, 422]
- symbol-explanation-item: P10: The symbol describes the minimal distance of a light fixture (its light source) from the spots and objects that it's illuminating.: [18, 367, 163, 371]
- symbol-explanation-item: P11: Sofort den Betrieb einstellen, wenn der äußere Lampenkolben gebrochen oder gesprungen ist. Gesplitterte oder zerbrochene Teile (Lampenschirm, Abschirmung, Schutzscheibe) müssen sofort ersetzt werden.: [18, 544, 259, 548]
- symbol-explanation-item: P6: Certificato di Conformità attestante la conformità della qualità di produzione alle norme approvate sul territorio dell'Unione Doganale.: [279, 213, 433, 217]
- symbol-explanation-item: P9: Kunnen binnen en buiten gebruikt worden.: [279, 50, 332, 54]
- symbol-caption: 220-240V~ 50/60Hz: [31, 157, 44, 163]
- voltage-icon: ⚡: [32, 140, 43, 149]
- symbol-label-p12: P12: [93, 213, 102, 218]
- symbol-label-p6: P6: [34, 171, 41, 176]
- symbol-explanation-item: P3: Lampadina / Lampada compatta a risparmio energetico / Lampadina LED.: [279, 202, 368, 206]
- paragraph: P15: Questa etichettatura fa riferimento alla raccolta differenziata dei rifiuti di apparecchiature elettriche ed elettroniche. I prodotti con questa etichetta, a pena di ammenda, non possono essere smaltiti nella spazzatura ordinaria insieme ad altri rifiuti. Questi prodotti possono essere dannosi per l'ambiente e la salute umana, e richiedono particolari forme di trattamento / recupero / riciclaggio / neutralizzazione. I prodotti contrassegnati in questo modo devono essere restituiti nei punti di raccolta dei rifiuti di apparecchiature elettriche ed elettroniche. Informazioni sui punti di raccolta sono disponibili presso le autorità locali o i venditori di tali attrezzature. Le attrezzature usate possono anche essere riconsegnate al venditore, in caso di acquisto di un nuovo prodotto, in quantità non maggiore dei nuovi prodotti dello stesso genere acquistati. Le regole di cui sopra si applicano nell'area dell'Unione Europea. Nel caso di altri paesi, è necessario utilizzare le norme giuridiche in vigore in quella nazione. Si consiglia di contattare il distributore del prodotto nella zona interessata.: [279, 253, 527, 271]
- symbol-explanation-item: P8: Klasa I. Wyrób, w którym ochrona przed porażeniem elektrycznym zapewniona jest nie tylko przez izolację podstawową, ale również przez dodatkowe środki bezpieczeństwa w postaci dodatkowego przewodu ochronnego, do którego należy podłączyć przewód ochronny stałej instalacji zasilającej.: [279, 390, 527, 397]
- symbol-explanation-item: P5: Изделие выполняет требования Директив Европейского Союза (ЕС).: [538, 772, 625, 776]
- symbol-explanation-item: P4: Lampensockel / Leuchte.: [18, 516, 51, 520]
- symbol-label-p3: P3: [109, 129, 116, 134]
- paragraph: P15: Toto označenie poukazuje na nutnosť selektívneho zberu opotrebovaných elektrických a elektronických zariadení. Takto označené výrobky sa nesmú pod hrozbou pokuty vyhadzovať do bežného odpadu spolu s inými odpadmi. Takéto výrobky môžu byť škodlivé pre životné prostredie a ľudské zdravie, vyžadujú špeciálnu formu spracovania / opätovného použitia / recyklácie / zneškodnenia. Takto označené výrobky by sa mali odovzdať na miesto zberu opotrebovaných elektrických a elektronických zariadení. Informácie o miestach zberu poskytujú miestne úrady alebo predajcovia takéhoto zariadenia. Opotrebované zariadenie možno odovzdať aj predajcovi v prípade nákupu nového výrobku v množstve nie väčšom ako novo nakupované zariadenie rovnakého druhu. Uvedené zásady platia na území Európskej únie. V prípade iných krajín je potrebné použiť platné právne predpisy danej krajiny. Odporúčame kontaktovať distribútora nášho výrobku na danom území.: [279, 748, 527, 766]
- paragraph: P15: This labelling indicates the requirement to selectively collect waste electronic and electrical equipment. Products labelled in this way must not be disposed of in the same way as other waste under the threat of a fine. These products may be harmful to the natural environment and health, and require a special form of recycling / neutralising. Products labelled in this way should be returned to a collection facility for waste electrical and electronic goods. Information on collection centres is provided by local authorities or sellers of such goods. Used items can also be returned to the seller when new product is purchased, in quantity no larger than the new purchased items of the same type. The above rules are valid in the EU area. In the case of other countries, regulations in force in a given country must be applied. Contact the distributor of your product in case of questions is recommended.: [18, 389, 261, 407]
- section-heading: BESTEMMING / TOEPASSINGSGEBIED: [18, 786, 88, 791]
- symbol-explanation-item: P13: Mikromezera mezi spojeními relé.: [279, 573, 324, 577]
- symbol-explanation-item: P7: Geschützt gegen feste Fremdkörper mit mehr als 1,0 mm Durchmesser. Geschützt gegen Spritzwasser.: [18, 526, 140, 530]
- language-heading: SK: [279, 618, 288, 625]
- section-heading: FUNKCIONÁLIS JELLEMVONÁSOK: [538, 54, 602, 59]
- section-heading: ANMERKUNGEN / HINWEISE: [18, 584, 70, 589]
- symbol-explanation-item: P3: Žarnica / Energijsko varčna kompaktna fluorescenčna sijalka / LED sevilo.: [538, 426, 626, 430]
- product-name: VADRA: [233, 79, 260, 88]
- paragraph: A termék kültéri és/vagy beltéri használatra. A termékben energiatakarékos fényforrások alkalmazhatók. [VADRA 21L-UP SE] A termék automatikusan bekapcsol és kikapcsol világítást a mozgó objektumok hatására. [VADRA 21L-UP SE] A termék rendelkezik a működési idő (TIME) és az érzékenység (SENS) szabályozásának lehetőségével. A lámpatest sötétedés után automatikusan bekapcsol [P14].: [538, 59, 788, 66]
- paragraph: P15: Diese Kennzeichnung weist auf die Notwendigkeit hin, gebrauchte elektrische und elektronische Geräte selektiv zu sammeln. Solche gekennzeichneten Produkte dürfen nicht zusammen mit normalem Abfall entsorgt werden. Bei Zuwiderhandlung droht eine Geldstrafe. Diese Produkte können schädlich für die Umwelt und die menschliche Gesundheit sein und erfordern eine spezielle Form der Umwandlung / der Rückgewinnung / des Recyclings / der Unschädlichmachung. Auf diese Weise markierte Produkter müssen einer Sammelpunkten gebrauchter elektrischen oder elektronischen Geräten zugeführt werden. Informationen zu Sammel-/Abholpunkte-ten erteilen die lokalen Behörden oder die Verkäufer dieser Produkte. Gebrauchte Produkte können auch an den Verkäufer zurückgegeben werden, wenn die Zahl der alter der die neu gekauften nicht übersteigt. Die o.g. Prinzipien betreffen das Gebiet der EU. In den anderen Ländern sind die rechtlichen Bestimmungen des jeweiligen Landes anzuwenden. Wir empfehlen den Kontakt mit dem Händler unserer Produkte im jeweiligen Gebiet zu kontaktieren.: [18, 563, 261, 584]
- paragraph: Technische Änderungen vorbehalten. Lesen Sie vor der Montage die Anleitung. Die Montage sollte von einer Person durchgeführt werden, welche die erforderlichen Befugnisse hat. Alle Tätigkeiten sind bei abgeschalteter Energieversorgungsspannung durchzuführen. Besondere Vorsicht ist zu wahren. Montageschema: s. Zeichnungen. Das Produkt besitzt einen Schutzleiteranschluss. Das Nichtanschließen der Schutzleitung kann zu elektrischem Schlag führen. Das Produkt kann an ein Elektrizitätsnetz angeschlossen werden, das die gesetzlich festgelegten Energiestandards erfüllt. Vor dem Erstgebrauch ist die ordnungsgemäße mechanische Befestigung und die elektrische Anschluss zu prüfen. Die maximale Belastung nicht überschreiten, s. Abbildungen. Für die Erhaltung der richtigen IP-Schutzart passen Sie den Durchmesser der Speiseleitung an die im Produkt verwendete Kabelverschraubung an. Das Produkt muss so montiert werden, dass der Wirkbereich des Sensors quer bezüglich des sich bewegenden Objekts ausgerichtet ist.: [18, 445, 261, 467]
- text-column-middle: [279, 14, 527, 1126]
- symbol-explanation-item: P2: Maximální výkon.: [279, 531, 304, 535]
- paragraph: Product gebruiken in binnen en/of buitenruimtes. In het product kan men energiezuinige lichtbronnen gebruiken. Product gaat automatisch aan en uit onder de invloed van zich bewegende objecten. Product heeft werkduur aanstelmogelijkheid (TIME) en gevoeligheid (SENS). Armatuur wordt automatisch ingeschakeld bij het donker worden [P14].: [18, 818, 261, 825]
- symbol-explanation-item: P2: Puissance maximale.: [18, 689, 47, 693]
- symbol-p4: [145, 136, 170, 165]
- paragraph: Zmiany techniczne zastrzeżone. Przed przystąpieniem do montażu zapoznaj się z instrukcją. Montaż powinna wykonać osoba posiadająca odpowiednie uprawnienia. Wszelkie czynności wykonywać przy odłączonym zasilaniu. Należy zachować szczególną ostrożność. Schemat montażu: patrz rysunki. Wyrób posiada zacisk/styk ochronny. Brak podłączenia przewodu ochronnego grozi porażeniem prądem elektrycznym. Wyrób może być podłączony do sieci zasilającej, która spełnia standardy jakościowe energii określone prawem. Przed pierwszym użyciem należy upewnić się, że zostało prawidłowo wykonane mocowanie mechaniczne i podłączenie elektryczne. Nie przekraczać maksymalnej mocy obciążenia: patrz rysunki. Aby zachować właściwy stopień IP należy dobrać średnicę przewodu do dławika zastosowanego w produkcie. Wyrób należy montować tak, by pole działania czujnika było skierowane poprzecznie względem poruszającego się obiektu.: [279, 308, 527, 326]
- section-heading: WYJAŚNIENIA STOSOWANYCH OZNACZEŃ I SYMBOLI: [279, 361, 378, 366]
- language-heading: HU: [538, 20, 547, 27]
- symbol-explanation-item: P7: Ochrana před tuhými tělesy většími než 1,0mm. Ochrana proti stříkající vodě.: [279, 549, 371, 553]
- paragraph: Продукт предназначен за използване в домашни условия и общо предназначение.: [538, 516, 637, 520]
- symbol-p10: [145, 178, 170, 204]
- section-heading: HASZNÁLATI JAVASLATOK / KARBANTARTÁS: [538, 66, 622, 71]
- symbol-label-p13: P13: [123, 213, 132, 218]
- section-heading: OPOMBE / POMOČ: [538, 487, 572, 492]
- section-heading: МОНТАЖ: [538, 520, 555, 525]
- symbol-explanation-item: P12: Domeniul temperaturii mediului ambient, la care poate fi expus produsul.: [538, 294, 626, 298]
- paragraph: Ai grijă de curățenia și de mediu. Vă recomandăm segregarea de deșeuri după ambalaje.: [538, 306, 639, 310]
- paragraph: Modificări tehnice rezervate. Înainte de a trece pentru instalarea citește instrucțiunile. Persoană de instalare ar trebui să fie cu autorizația competentă. Orice acțiune face după oprirea alimentării. Trebuie să aveți atenție mare. Schematică montajului: a se vedea ilustrații. Produsul conține contact/bornă de protecție. Lipsa de conectare conductorului de protecție poate să provoace electrocutare. Produsul poate fi alimentat la rețea, care corespunde standardelor de calitate ale energiei. Înainte de prima utilizare, asigurați-vă că s-a efectuat corect fixarea mecanică și conexiunea electrică. Nu depășiți puterea maximă a sarcinii, a se vedea ilustrații. Pentru a menține nivelul corespunzător al gradului de protecție IP trebuie potrivit diametrul cablului de alimentare la diametrul presetupei utilizate în produs. Produsul trebuie să fie montat în așa fel încât domeniul de acțiune a senzorului să fie îndreptat transversal față de obiectul în mișcare.: [538, 196, 788, 214]
- paragraph: Product bestemd voor gebruik in huishouding en ruimer een algemeen gebruik.: [18, 790, 108, 794]
- section-heading: POZNÁMKY / POKYNY: [279, 766, 320, 771]
- brand-logo: Kanlux: [16, 10, 72, 27]
- language-heading: IT: [279, 112, 285, 119]
- symbol-explanation-item: P8: I. érintésvédelmi osztály. Olyan termék, amelyben az áramütés elleni védelmet az alapszigetelésen kívül kiegészítő védővezető biztosítja.: [538, 118, 698, 122]
- paragraph: zaleceń tohto návodu. Firma Kanlux SA si vyhradzuje právo zavádzať do návodu zmeny - aktuálna verzia je možné si stiahnuť na stránke www.kanlux.com.: [538, 14, 714, 17]
- section-heading: FUNCTIONAAL EIGENSCHAPPEN: [18, 813, 79, 818]
- paragraph: Die Nichtbeachtung der Empfehlungen der vorliegenden Hinweise kann u.a. zu Bränden, Verbrennungen, Stromschlägen, physischen Verletzungen und anderen materiellen und immateriellen Schäden führen. Zusätzliche Informationen zu den Produkten der Marke Kanlux sind auf der Seite www.kanlux.com erhältlich. Kanlux SA haftet nicht für Schäden, die aus dem Nichtbeachten der Empfehlungen der vorliegenden Hinweise resultieren. Die Firma Kanlux SA behält sich das Recht vor, Änderungen an der Bedienungsanleitung einzuführen - die aktuelle Version zum Herunterladen auf www.kanlux.com.: [18, 589, 261, 600]
- symbol-explanation-item: P10: Символът означава минималното разстояние на осветителното тяло (неговия източник на светлина) от осветяваните места и обекти.: [538, 617, 703, 621]
- paragraph: Prodotto destinato all'uso in ambito domestico e in ambiti generali.: [279, 123, 354, 127]
- symbol-explanation-item: P8: Clasa I. Produsul în care protecția împotriva șocurilor electrice este asigurată, în afară de izolația de bază, prin măsuri de securitate suplimentare sub formă de circuit de protecție suplimentar, la care trebuie conectat cablul de protecție al instalației de alimentare.: [538, 277, 788, 284]
